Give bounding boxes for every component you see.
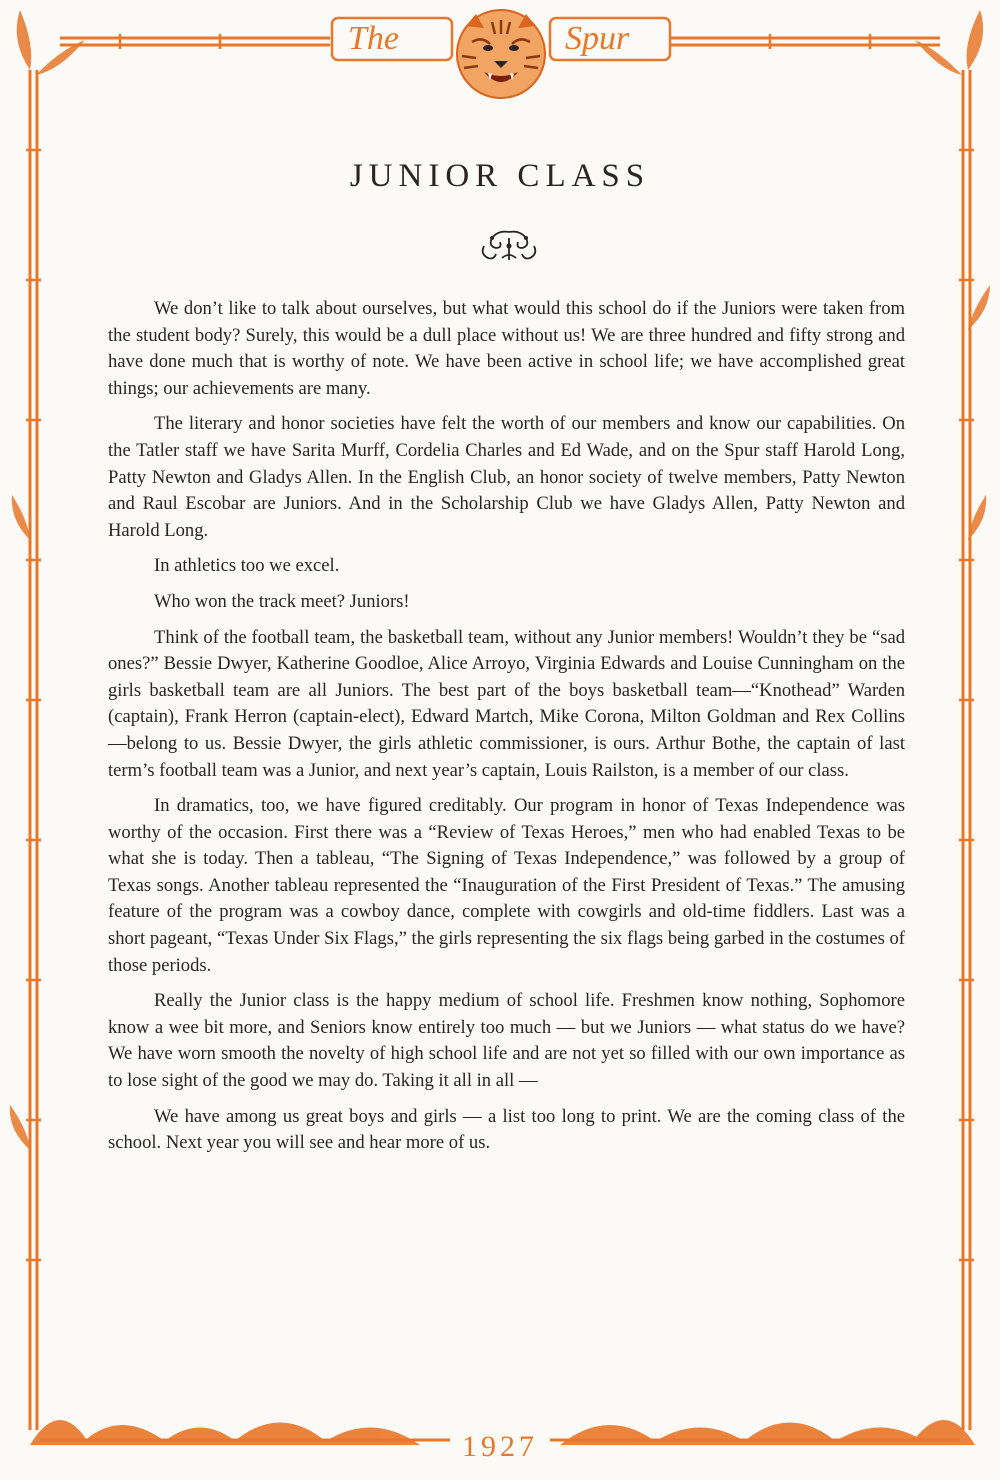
header-banner-spur: Spur: [565, 20, 630, 57]
paragraph-teams: Think of the football team, the basketball team, without any Junior members! Wouldn’t they be “sad ones?” Bessie Dwyer, Katherine Goodloe, Alice Arroyo, Virginia Edwards and Louise Cunningham on the girls basketball team are all Juniors. The best part of the boys basketball team—“Knothead” Warden (captain), Frank Herron (captain-elect), Edward Martch, Mike Corona, Milton Goldman and Rex Collins—belong to us. Bessie Dwyer, the girls athletic commissioner, is ours. Arthur Bothe, the captain of last term’s football team was a Junior, and next year’s captain, Louis Railston, is a member of our class.: [108, 626, 905, 781]
paragraph-closing: We have among us great boys and girls — a list too long to print. We are the coming class of the school. Next year you will see and hear more of us.: [108, 1105, 905, 1154]
article-body: [108, 296, 905, 1166]
fleuron-ornament-icon: [478, 228, 540, 264]
paragraph-intro: We don’t like to talk about ourselves, but what would this school do if the Juniors were taken from the student body? Surely, this would be a dull place without us! We are three hundred and fifty strong and have done much that is worthy of note. We have been active in school life; we have accomplished great things; our achievements are many.: [108, 298, 905, 399]
paragraph-track-meet: Who won the track meet? Juniors!: [154, 590, 410, 612]
paragraph-happy-medium: Really the Junior class is the happy medium of school life. Freshmen know nothing, Sophomore know a wee bit more, and Seniors know entirely too much — but we Juniors — what status do we have? We have worn smooth the novelty of high school life and are not yet so filled with our own importance as to lose sight of the good we may do. Taking it all in all —: [108, 990, 905, 1092]
paragraph-dramatics: In dramatics, too, we have figured creditably. Our program in honor of Texas Independence was worthy of the occasion. First there was a “Review of Texas Heroes,” men who had enabled Texas to be what she is today. Then a tableau, “The Signing of Texas Independence,” was followed by a group of Texas songs. Another tableau represented the “Inauguration of the First President of Texas.” The amusing feature of the program was a cowboy dance, complete with cowgirls and old-time fiddlers. Last was a short pageant, “Texas Under Six Flags,” the girls representing the six flags being garbed in the costumes of those periods.: [108, 795, 905, 976]
paragraph-societies: The literary and honor societies have felt the worth of our members and know our capabilities. On the Tatler staff we have Sarita Murff, Cordelia Charles and Ed Wade, and on the Spur staff Harold Long, Patty Newton and Gladys Allen. In the English Club, an honor society of twelve members, Patty Newton and Raul Escobar are Juniors. And in the Scholarship Club we have Gladys Allen, Patty Newton and Harold Long.: [108, 413, 905, 541]
page-title: JUNIOR CLASS: [349, 158, 651, 194]
paragraph-athletics: In athletics too we excel.: [154, 555, 340, 577]
tiger-head-icon: [452, 6, 550, 102]
footer-year: 1927: [462, 1430, 538, 1463]
header-banner-the: The: [348, 20, 399, 57]
